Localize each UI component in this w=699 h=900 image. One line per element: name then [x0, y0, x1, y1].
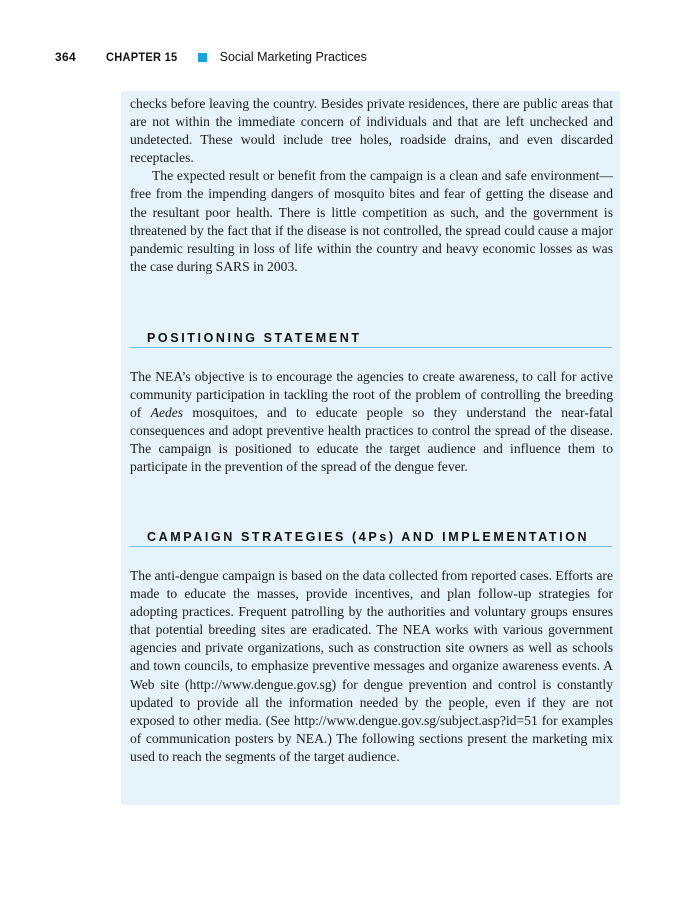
square-bullet-icon	[198, 53, 207, 62]
paragraph-1: checks before leaving the country. Besides private residences, there are public areas that are not within the immediate concern of individuals and that are left unchecked and undetected. These would include tree holes, roadside drains, and even discarded receptacles.	[130, 96, 613, 166]
strategies-heading	[130, 529, 612, 547]
running-head	[55, 48, 367, 66]
positioning-text	[130, 368, 613, 477]
positioning-heading	[130, 330, 612, 348]
page-number: 364	[55, 50, 76, 64]
strategies-text	[130, 567, 613, 766]
chapter-label: CHAPTER 15	[105, 50, 178, 64]
positioning-paragraph: The NEA’s objective is to encourage the agencies to create awareness, to call for active community participation in tackling the root of the problem of controlling the breeding of Aedes mosquitoes, and to educate people so they understand the near-fatal consequences and adopt preventive health practices to control the spread of the disease. The campaign is positioned to educate the target audience and influence them to participate in the prevention of the spread of the dengue fever.	[130, 369, 613, 475]
strategies-paragraph: The anti-dengue campaign is based on the data collected from reported cases. Efforts are made to educate the masses, provide incentives, and plan follow-up strategies for adopting practices. Frequent patrolling by the authorities and voluntary groups ensures that potential breeding sites are eradicated. The NEA works with various government agencies and private organizations, such as construction site owners as well as schools and town councils, to emphasize preventive messages and organize awareness events. A Web site (http://www.dengue.gov.sg) for dengue prevention and control is constantly updated to provide all the information needed by the people, even if they are not exposed to other media. (See http://www.dengue.gov.sg/subject.asp?id=51 for examples of communication posters by NEA.) The following sections present the marketing mix used to reach the segments of the target audience.	[130, 568, 613, 764]
italic-term: Aedes	[150, 405, 184, 421]
strategies-heading-text: CAMPAIGN STRATEGIES (4Ps) AND IMPLEMENTATION	[147, 530, 590, 544]
positioning-heading-text: POSITIONING STATEMENT	[147, 331, 362, 345]
paragraph-2: The expected result or benefit from the campaign is a clean and safe environment—free from the impending dangers of mosquito bites and fear of getting the disease and the resultant poor health. There is little competition as such, and the government is threatened by the fact that if the disease is not controlled, the spread could cause a major pandemic resulting in loss of life within the country and heavy economic losses as was the case during SARS in 2003.	[130, 168, 613, 274]
section-title: Social Marketing Practices	[219, 50, 367, 64]
intro-text	[130, 95, 613, 276]
